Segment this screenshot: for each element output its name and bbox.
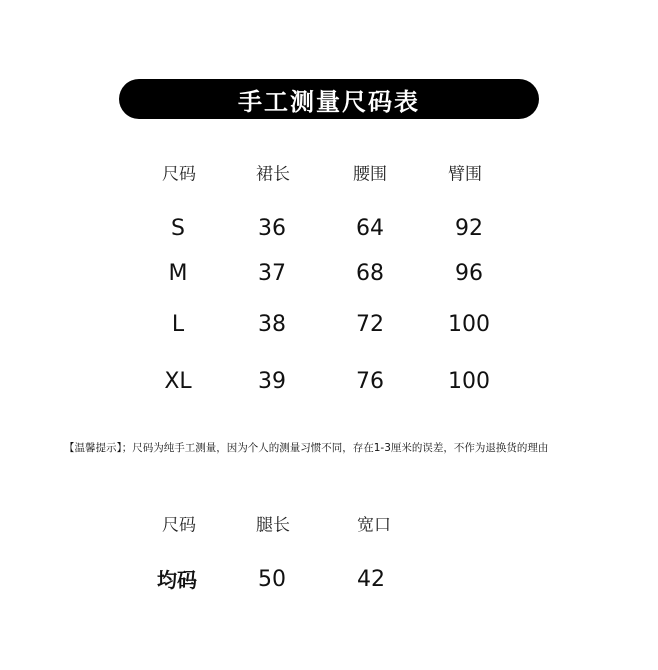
table1-row-l-waist: 72 bbox=[356, 312, 384, 337]
table1-header-arm: 臂围 bbox=[448, 164, 482, 185]
table1-row-s-skirt-length: 36 bbox=[258, 216, 286, 241]
note-label: 【温馨提示】 bbox=[64, 442, 122, 454]
table1-row-xl-size: XL bbox=[164, 369, 192, 394]
note-text: ；尺码为纯手工测量，因为个人的测量习惯不同，存在1-3厘米的误差，不作为退换货的理由 bbox=[121, 442, 549, 454]
table1-row-l-skirt-length: 38 bbox=[258, 312, 286, 337]
table1-header-skirt-length: 裙长 bbox=[256, 164, 290, 185]
table1-row-m-waist: 68 bbox=[356, 261, 384, 286]
table2-row-leg-length: 50 bbox=[258, 567, 286, 592]
table2-header-leg-length: 腿长 bbox=[256, 515, 290, 536]
title-banner bbox=[119, 79, 539, 119]
table1-row-m-skirt-length: 37 bbox=[258, 261, 286, 286]
table1-row-m-arm: 96 bbox=[455, 261, 483, 286]
table1-row-xl-arm: 100 bbox=[448, 369, 490, 394]
table1-row-s-waist: 64 bbox=[356, 216, 384, 241]
table1-row-s-arm: 92 bbox=[455, 216, 483, 241]
table1-row-xl-skirt-length: 39 bbox=[258, 369, 286, 394]
table2-row-one-size: 均码 bbox=[157, 568, 197, 592]
table2-row-opening-width: 42 bbox=[357, 567, 385, 592]
table2-header-size: 尺码 bbox=[162, 515, 196, 536]
table1-row-m-size: M bbox=[168, 261, 188, 286]
table1-row-l-size: L bbox=[171, 312, 185, 337]
page-title: 手工测量尺码表 bbox=[238, 87, 420, 116]
table1-header-size: 尺码 bbox=[162, 164, 196, 185]
table1-row-xl-waist: 76 bbox=[356, 369, 384, 394]
table1-row-s-size: S bbox=[171, 216, 185, 241]
table1-row-l-arm: 100 bbox=[448, 312, 490, 337]
table2-header-opening-width: 宽口 bbox=[357, 515, 391, 536]
table1-header-waist: 腰围 bbox=[353, 164, 387, 185]
measurement-note bbox=[64, 441, 548, 455]
